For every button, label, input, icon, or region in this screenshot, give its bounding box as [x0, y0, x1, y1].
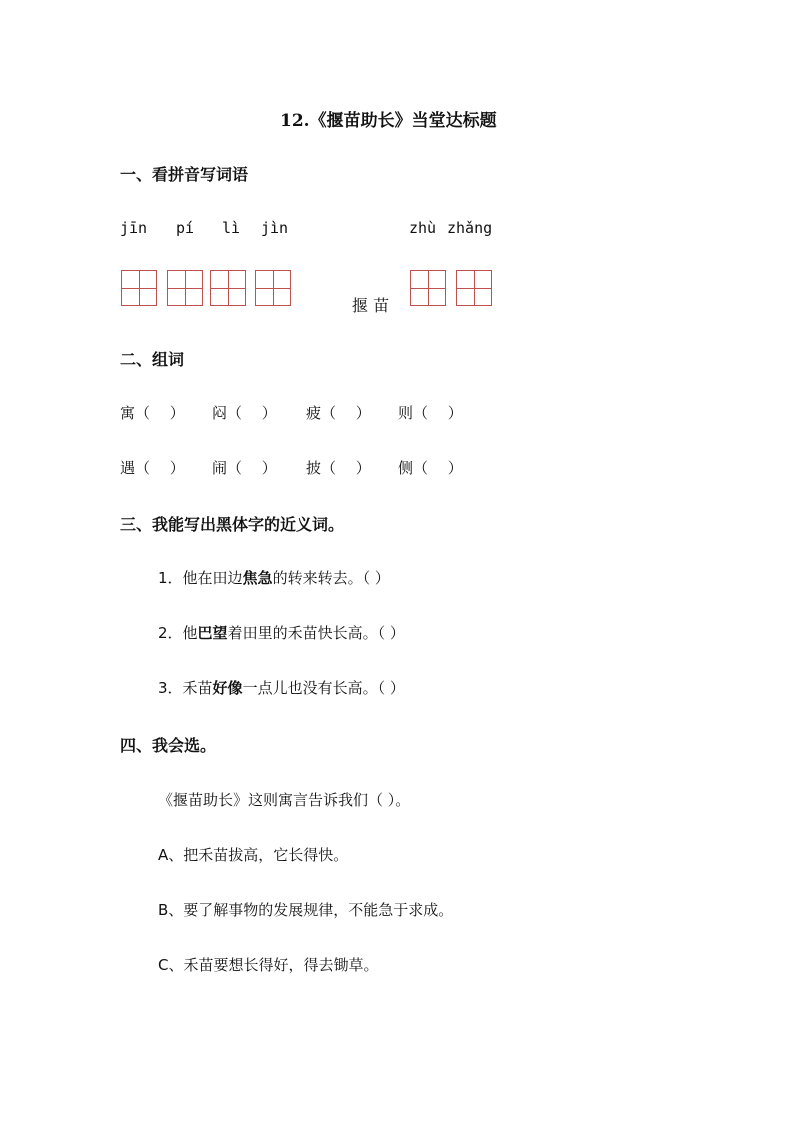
word-item: 寓（ ） — [120, 404, 185, 422]
section-1-heading: 一、看拼音写词语 — [120, 165, 249, 184]
choice-option-a[interactable]: A、把禾苗拔高，它长得快。 — [158, 846, 349, 864]
pinyin-jin: jīn — [120, 219, 148, 237]
synonym-item-1: 1．他在田边焦急的转来转去。（ ） — [158, 569, 390, 587]
pinyin-pi: pí — [176, 219, 195, 237]
pinyin-jin2: jìn — [261, 219, 289, 237]
word-item: 侧（ ） — [398, 459, 463, 477]
bold-keyword: 巴望 — [197, 624, 228, 642]
choice-option-b[interactable]: B、要了解事物的发展规律，不能急于求成。 — [158, 901, 454, 919]
writing-grid-box[interactable] — [210, 270, 246, 306]
bold-keyword: 好像 — [212, 679, 243, 697]
section-4-heading: 四、我会选。 — [120, 736, 217, 755]
section-2-heading: 二、组词 — [120, 350, 185, 369]
word-item: 闷（ ） — [212, 404, 277, 422]
synonym-item-2: 2．他巴望着田里的禾苗快长高。（ ） — [158, 624, 405, 642]
synonym-item-3: 3．禾苗好像一点儿也没有长高。（ ） — [158, 679, 405, 697]
choice-question: 《揠苗助长》这则寓言告诉我们（ ）。 — [158, 791, 411, 809]
section-3-heading: 三、我能写出黑体字的近义词。 — [120, 515, 345, 534]
choice-option-c[interactable]: C、禾苗要想长得好，得去锄草。 — [158, 956, 379, 974]
word-item: 披（ ） — [306, 459, 371, 477]
pinyin-zhu: zhù — [409, 219, 437, 237]
word-item: 遇（ ） — [120, 459, 185, 477]
given-characters: 揠 苗 — [352, 296, 390, 315]
writing-grid-box[interactable] — [255, 270, 291, 306]
word-item: 闹（ ） — [212, 459, 277, 477]
pinyin-zhang: zhǎng — [447, 219, 493, 237]
writing-grid-box[interactable] — [410, 270, 446, 306]
writing-grid-box[interactable] — [121, 270, 157, 306]
pinyin-li: lì — [222, 219, 241, 237]
page-title: 12.《揠苗助长》当堂达标题 — [280, 111, 497, 131]
word-item: 则（ ） — [398, 404, 463, 422]
writing-grid-box[interactable] — [456, 270, 492, 306]
bold-keyword: 焦急 — [242, 569, 273, 587]
word-item: 疲（ ） — [306, 404, 371, 422]
writing-grid-box[interactable] — [167, 270, 203, 306]
